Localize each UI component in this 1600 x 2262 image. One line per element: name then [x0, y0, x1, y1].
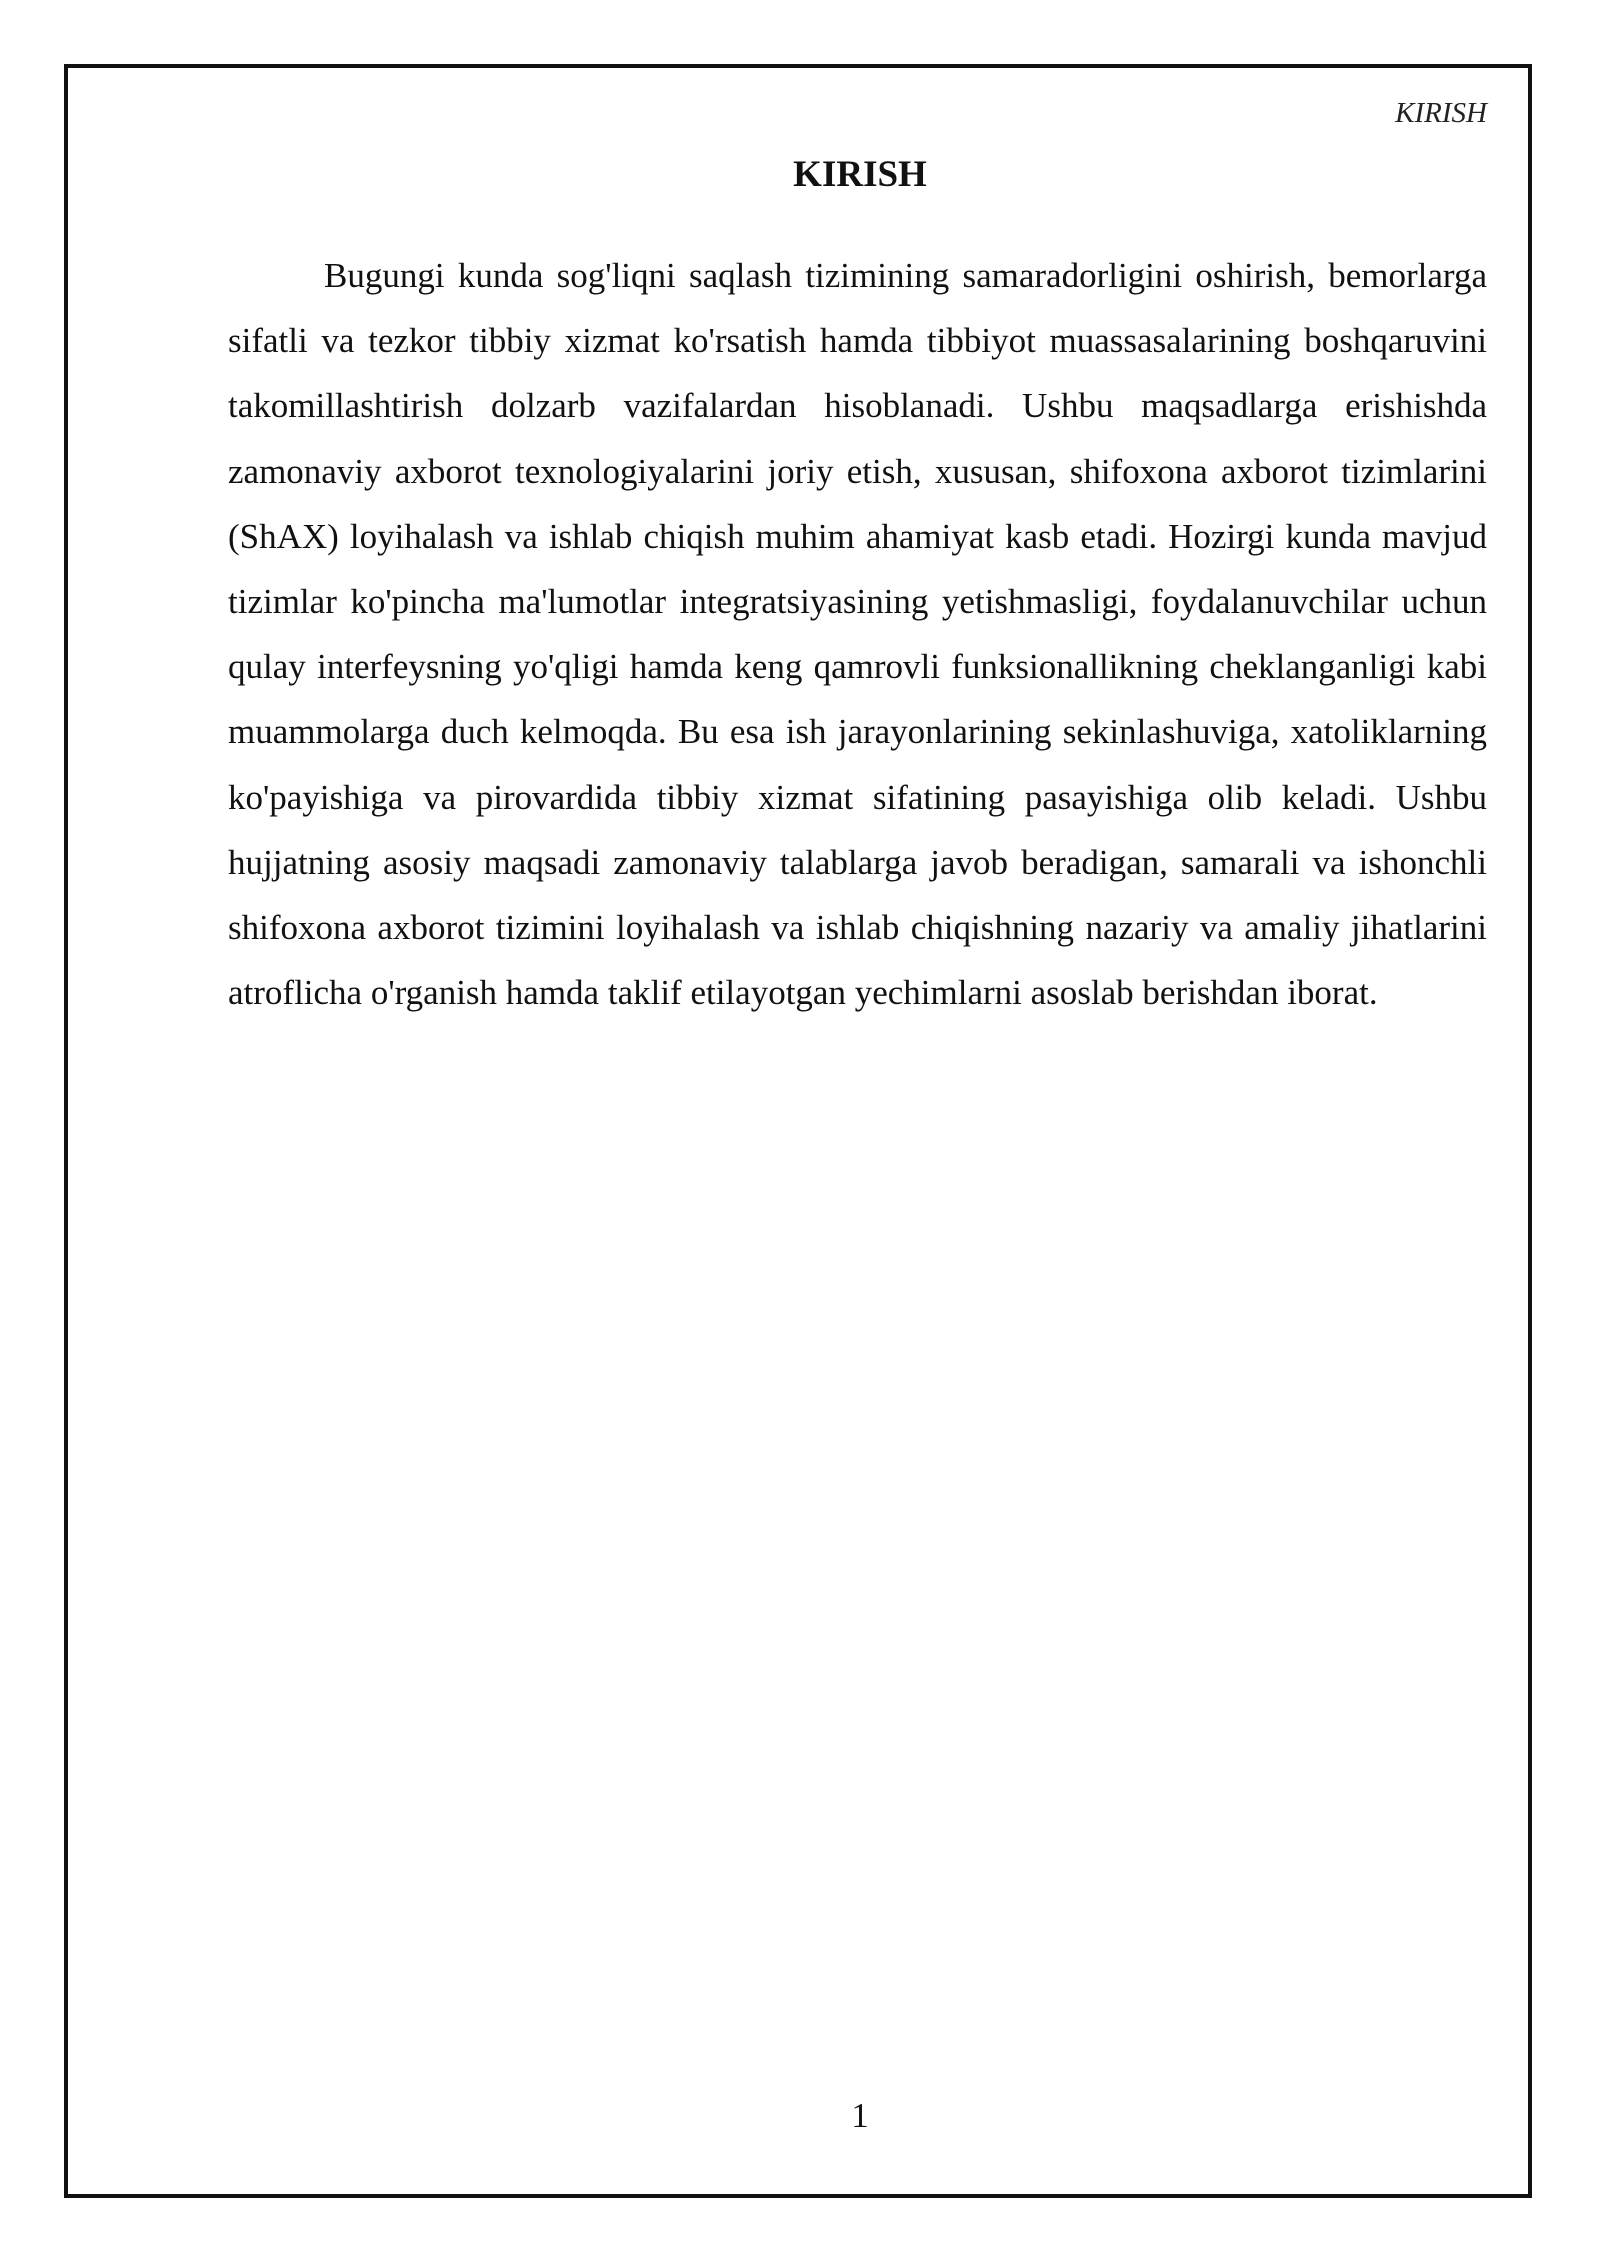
- section-title: KIRISH: [793, 154, 927, 195]
- intro-paragraph: Bugungi kunda sog'liqni saqlash tizimining samaradorligini oshirish, bemorlarga sifatli va tezkor tibbiy xizmat ko'rsatish hamda tibbiyot muassasalarining boshqaruvini takomillashtirish dolzarb vazifalardan hisoblanadi. Ushbu maqsadlarga erishishda zamonaviy axborot texnologiyalarini joriy etish, xususan, shifoxona axborot tizimlarini (ShAX) loyihalash va ishlab chiqish muhim ahamiyat kasb etadi. Hozirgi kunda mavjud tizimlar ko'pincha ma'lumotlar integratsiyasining yetishmasligi, foydalanuvchilar uchun qulay interfeysning yo'qligi hamda keng qamrovli funksionallikning cheklanganligi kabi muammolarga duch kelmoqda. Bu esa ish jarayonlarining sekinlashuviga, xatoliklarning ko'payishiga va pirovardida tibbiy xizmat sifatining pasayishiga olib keladi. Ushbu hujjatning asosiy maqsadi zamonaviy talablarga javob beradigan, samarali va ishonchli shifoxona axborot tizimini loyihalash va ishlab chiqishning nazariy va amaliy jihatlarini atroflicha o'rganish hamda taklif etilayotgan yechimlarni asoslab berishdan iborat.: [228, 256, 1487, 1013]
- page-number: 1: [851, 2096, 869, 2135]
- running-header: KIRISH: [1395, 97, 1487, 129]
